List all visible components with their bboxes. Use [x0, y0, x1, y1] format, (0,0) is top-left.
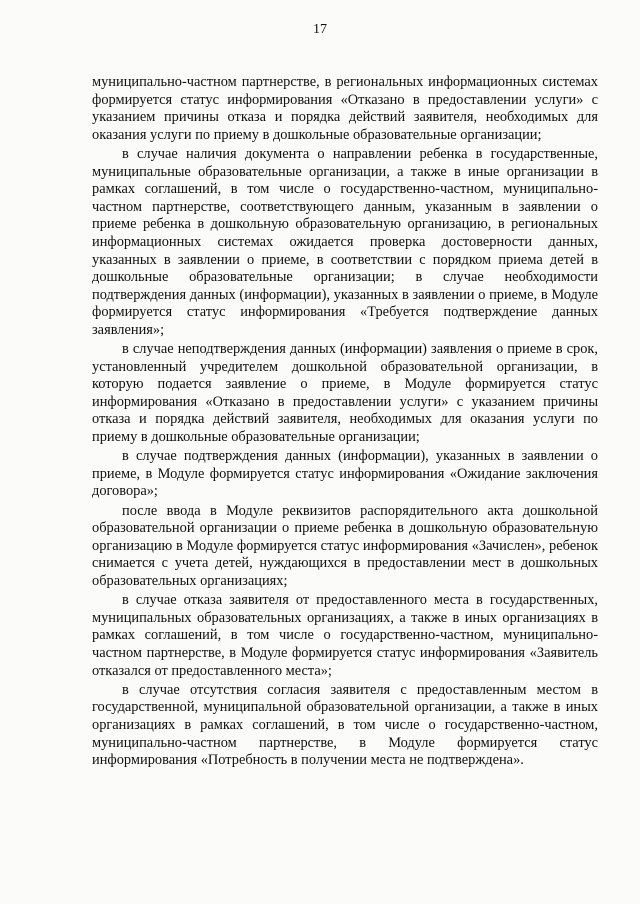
paragraph-need-not-confirmed: в случае отсутствия согласия заявителя с предоставленным местом в государственной, муниципальной образовательной организации, а также в иных организациях в рамках соглашений, в том числе о государственно-частном, муниципально-частном партнерстве, в Модуле формируется статус информирования «Потребность в получении места не подтверждена». — [92, 681, 598, 769]
paragraph-applicant-refused: в случае отказа заявителя от предоставленного места в государственных, муниципальных образовательных организациях, а также в иных организациях в рамках соглашений, в том числе о государственно-частном, муниципально-частном партнерстве, в Модуле формируется статус информирования «Заявитель отказался от предоставленного места»; — [92, 592, 598, 679]
paragraph-enrolled: после ввода в Модуле реквизитов распорядительного акта дошкольной образовательной организации о приеме ребенка в дошкольную образовательную организацию в Модуле формируется статус информирования «Зачислен», ребенок снимается с учета детей, нуждающихся в предоставлении мест в дошкольных образовательных организациях; — [92, 502, 598, 589]
document-body — [92, 74, 598, 771]
page-number: 17 — [313, 22, 327, 37]
paragraph-data-not-confirmed: в случае неподтверждения данных (информации) заявления о приеме в срок, установленный учредителем дошкольной образовательной организации, в которую подается заявление о приеме, в Модуле формируется статус информирования «Отказано в предоставлении услуги» с указанием причины отказа и порядка действий заявителя, необходимых для оказания услуги по приему в дошкольные образовательные организации; — [92, 341, 598, 446]
paragraph-data-confirmed: в случае подтверждения данных (информации), указанных в заявлении о приеме, в Модуле формируется статус информирования «Ожидание заключения договора»; — [92, 448, 598, 500]
paragraph-continuation: муниципально-частном партнерстве, в региональных информационных системах формируется статус информирования «Отказано в предоставлении услуги» с указанием причины отказа и порядка действий заявителя, необходимых для оказания услуги по приему в дошкольные образовательные организации; — [92, 74, 598, 143]
paragraph-document-referral: в случае наличия документа о направлении ребенка в государственные, муниципальные образовательные организации, а также в иные организации в рамках соглашений, в том числе о государственно-частном, муниципально-частном партнерстве, соответствующего данным, указанным в заявлении о приеме ребенка в дошкольную образовательную организацию, в региональных информационных системах ожидается проверка достоверности данных, указанных в заявлении о приеме, в соответствии с порядком приема детей в дошкольные образовательные организации; в случае необходимости подтверждения данных (информации), указанных в заявлении о приеме, в Модуле формируется статус информирования «Требуется подтверждение данных заявления»; — [92, 145, 598, 338]
